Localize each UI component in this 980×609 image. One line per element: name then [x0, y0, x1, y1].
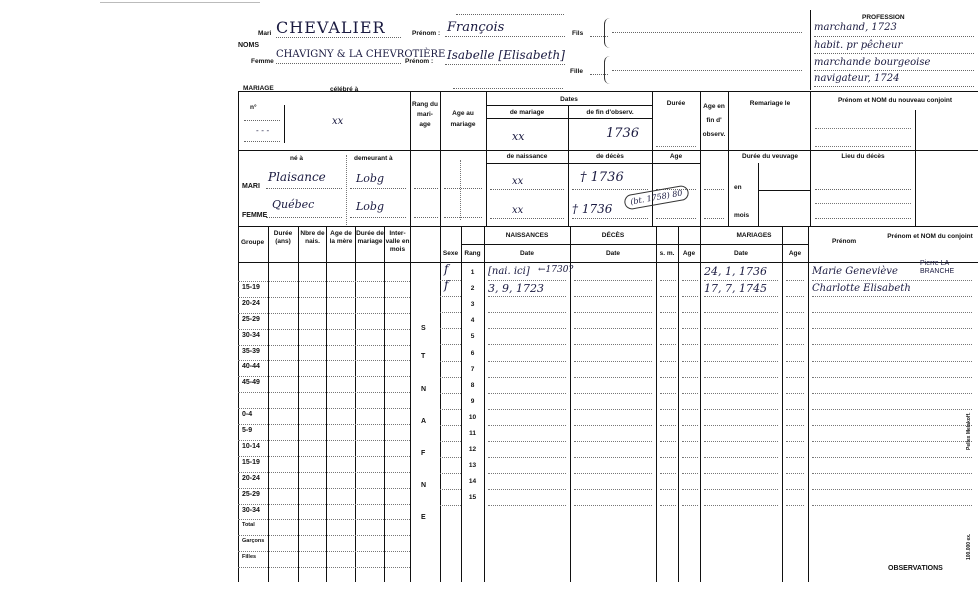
deces-label: DÉCÈS	[601, 232, 625, 239]
femme-demeurant: Lobg	[356, 200, 385, 213]
groupe-row-label: 10-14	[242, 442, 260, 450]
femme-row-label: FEMME	[242, 212, 268, 219]
rang-number: 1	[470, 269, 475, 276]
mari-deces: † 1736	[580, 170, 624, 185]
femme-prenom: Isabelle [Elisabeth]	[447, 48, 565, 62]
mari-row-label: MARI	[242, 183, 260, 190]
duree-veuvage-label: Durée du veuvage	[742, 153, 798, 160]
profession-line-1: marchand, 1723	[814, 22, 897, 33]
en-label: en	[734, 184, 742, 191]
no-value: - - -	[256, 126, 270, 135]
groupe-row-label: 45-49	[242, 379, 260, 387]
rang-number: 10	[468, 413, 477, 421]
observations-label: OBSERVATIONS	[888, 565, 943, 572]
groupe-row-label: 0-4	[242, 411, 253, 419]
printer-text: Pellex Melakoff.	[966, 412, 972, 450]
rang-number: 8	[470, 381, 475, 389]
nouveau-conjoint-label: Prénom et NOM du nouveau conjoint	[837, 97, 953, 104]
mariages-label: MARIAGES	[736, 232, 772, 239]
mari-name: CHEVALIER	[276, 18, 386, 37]
fin-observ-value: 1736	[606, 126, 640, 141]
child-1-prenom: Marie Geneviève	[812, 266, 898, 277]
child-2-mariage-date: 17, 7, 1745	[704, 282, 767, 295]
rang-label: Rang	[464, 250, 481, 257]
vertical-letter-1: S	[421, 325, 426, 332]
groupe-row-label: 25-29	[242, 490, 260, 498]
rang-number: 3	[470, 301, 475, 309]
child-1-deces: ←1730?	[538, 265, 574, 275]
child-2-prenom: Charlotte Elisabeth	[812, 283, 911, 294]
deces-date-label: Date	[605, 250, 621, 257]
fille-label: Fille	[570, 68, 584, 75]
groupe-row-label: 5-9	[242, 427, 253, 434]
femme-name: CHAVIGNY & LA CHEVROTIÈRE	[276, 49, 446, 60]
no-label: n°	[250, 104, 257, 111]
child-1-naissance: [nai. ici]	[488, 266, 530, 277]
mariages-age-label: Age	[788, 250, 802, 257]
naissances-label: NAISSANCES	[505, 232, 549, 239]
mariage-place: xx	[332, 116, 344, 127]
age-mere-label: Age de la mère	[329, 230, 353, 245]
naissances-date-label: Date	[519, 250, 535, 257]
rang-number: 4	[470, 317, 475, 325]
noms-label: NOMS	[238, 42, 259, 49]
sexe-label: Sexe	[442, 250, 459, 257]
duree-label: Durée	[666, 100, 686, 107]
de-naissance-label: de naissance	[506, 153, 548, 160]
femme-deces: † 1736	[572, 202, 613, 216]
print-run-text: 100.000 ex.	[966, 533, 972, 560]
child-2-sexe: f	[444, 278, 449, 292]
rang-number: 13	[468, 462, 477, 470]
rang-number: 6	[470, 349, 475, 357]
child-1-sexe: f	[444, 262, 449, 276]
vertical-letter-4: A	[421, 418, 427, 425]
child-1-conjoint: Pierre LA BRANCHE	[920, 260, 955, 275]
femme-naissance: xx	[512, 205, 524, 216]
nbre-nais-label: Nbre de nais.	[300, 230, 325, 245]
dates-label: Dates	[560, 96, 578, 103]
groupe-row-label: 15-19	[242, 283, 260, 291]
fin-observ-label: de fin d'observ.	[586, 109, 634, 116]
rang-number: 2	[470, 285, 475, 293]
groupe-row-label: 25-29	[242, 315, 260, 323]
age-deces-label: Age	[669, 153, 683, 160]
femme-deces-note: (bt. 1758) 80	[623, 184, 689, 210]
mari-label: Mari	[258, 30, 272, 37]
groupe-row-label: Filles	[242, 554, 257, 561]
ne-a-label: né à	[290, 155, 304, 162]
rang-number: 9	[470, 397, 475, 405]
de-mariage-value: xx	[512, 130, 525, 143]
vertical-letter-5: F	[421, 450, 426, 457]
demeurant-label: demeurant à	[354, 155, 393, 162]
rang-number: 12	[468, 446, 477, 454]
rang-mariage-label: Rang du mari-age	[412, 101, 438, 128]
groupe-row-label: 30-34	[242, 506, 260, 514]
mariage-label: MARIAGE	[243, 85, 274, 92]
vertical-letter-6: N	[421, 482, 427, 489]
mariages-date-label: Date	[733, 250, 749, 257]
groupe-row-label: 40-44	[242, 363, 260, 371]
groupe-row-label: Total	[242, 522, 255, 529]
groupe-label: Groupe	[241, 239, 265, 246]
rang-number: 11	[469, 430, 476, 437]
mari-naissance: xx	[512, 176, 524, 187]
sm-label: s. m.	[659, 250, 675, 257]
de-deces-label: de décès	[596, 153, 624, 160]
intervalle-label: Inter-valle en mois	[385, 230, 410, 253]
conjoint-label: Prénom et NOM du conjoint	[887, 233, 973, 240]
groupe-row-label: 20-24	[242, 474, 260, 482]
celebre-label: célébré à	[330, 86, 359, 93]
groupe-row-label: Garçons	[242, 538, 265, 545]
age-mariage-label: Age au mariage	[450, 110, 476, 128]
profession-line-3: marchande bourgeoise	[814, 57, 931, 68]
age-fin-label: Age en fin d' observ.	[702, 103, 726, 138]
groupe-row-label: 20-24	[242, 299, 260, 307]
rang-number: 7	[470, 365, 475, 373]
de-mariage-label: de mariage	[509, 109, 545, 116]
groupe-row-label: 35-39	[242, 347, 260, 355]
mari-ne-a: Plaisance	[268, 170, 326, 184]
prenom-label-mari: Prénom :	[412, 30, 441, 37]
duree-mariage-label: Durée de mariage	[356, 230, 384, 245]
femme-label-top: Femme	[251, 58, 274, 65]
mari-demeurant: Lobg	[356, 172, 385, 185]
mois-label: mois	[734, 212, 750, 219]
rang-number: 5	[470, 333, 475, 341]
rang-number: 15	[468, 494, 477, 502]
groupe-row-label: 30-34	[242, 331, 260, 339]
profession-label: PROFESSION	[862, 14, 905, 21]
child-1-mariage-date: 24, 1, 1736	[704, 265, 767, 278]
rang-number: 14	[468, 478, 477, 486]
lieu-deces-label: Lieu du décès	[841, 153, 885, 160]
profession-line-4: navigateur, 1724	[814, 73, 900, 84]
vertical-letter-2: T	[421, 353, 426, 360]
femme-ne-a: Québec	[272, 198, 315, 211]
prenom-label-femme: Prénom :	[405, 58, 434, 65]
vertical-letter-3: N	[421, 386, 427, 393]
deces-age-label: Age	[682, 250, 696, 257]
vertical-letter-7: E	[421, 514, 426, 521]
child-2-naissance: 3, 9, 1723	[488, 282, 544, 295]
prenom-label: Prénom	[832, 238, 857, 245]
fils-label: Fils	[572, 30, 584, 37]
profession-line-2: habit. pr pêcheur	[814, 40, 903, 51]
mari-prenom: François	[447, 20, 505, 35]
groupe-row-label: 15-19	[242, 458, 260, 466]
duree-ans-label: Durée (ans)	[273, 230, 293, 245]
remariage-label: Remariage le	[749, 100, 791, 107]
